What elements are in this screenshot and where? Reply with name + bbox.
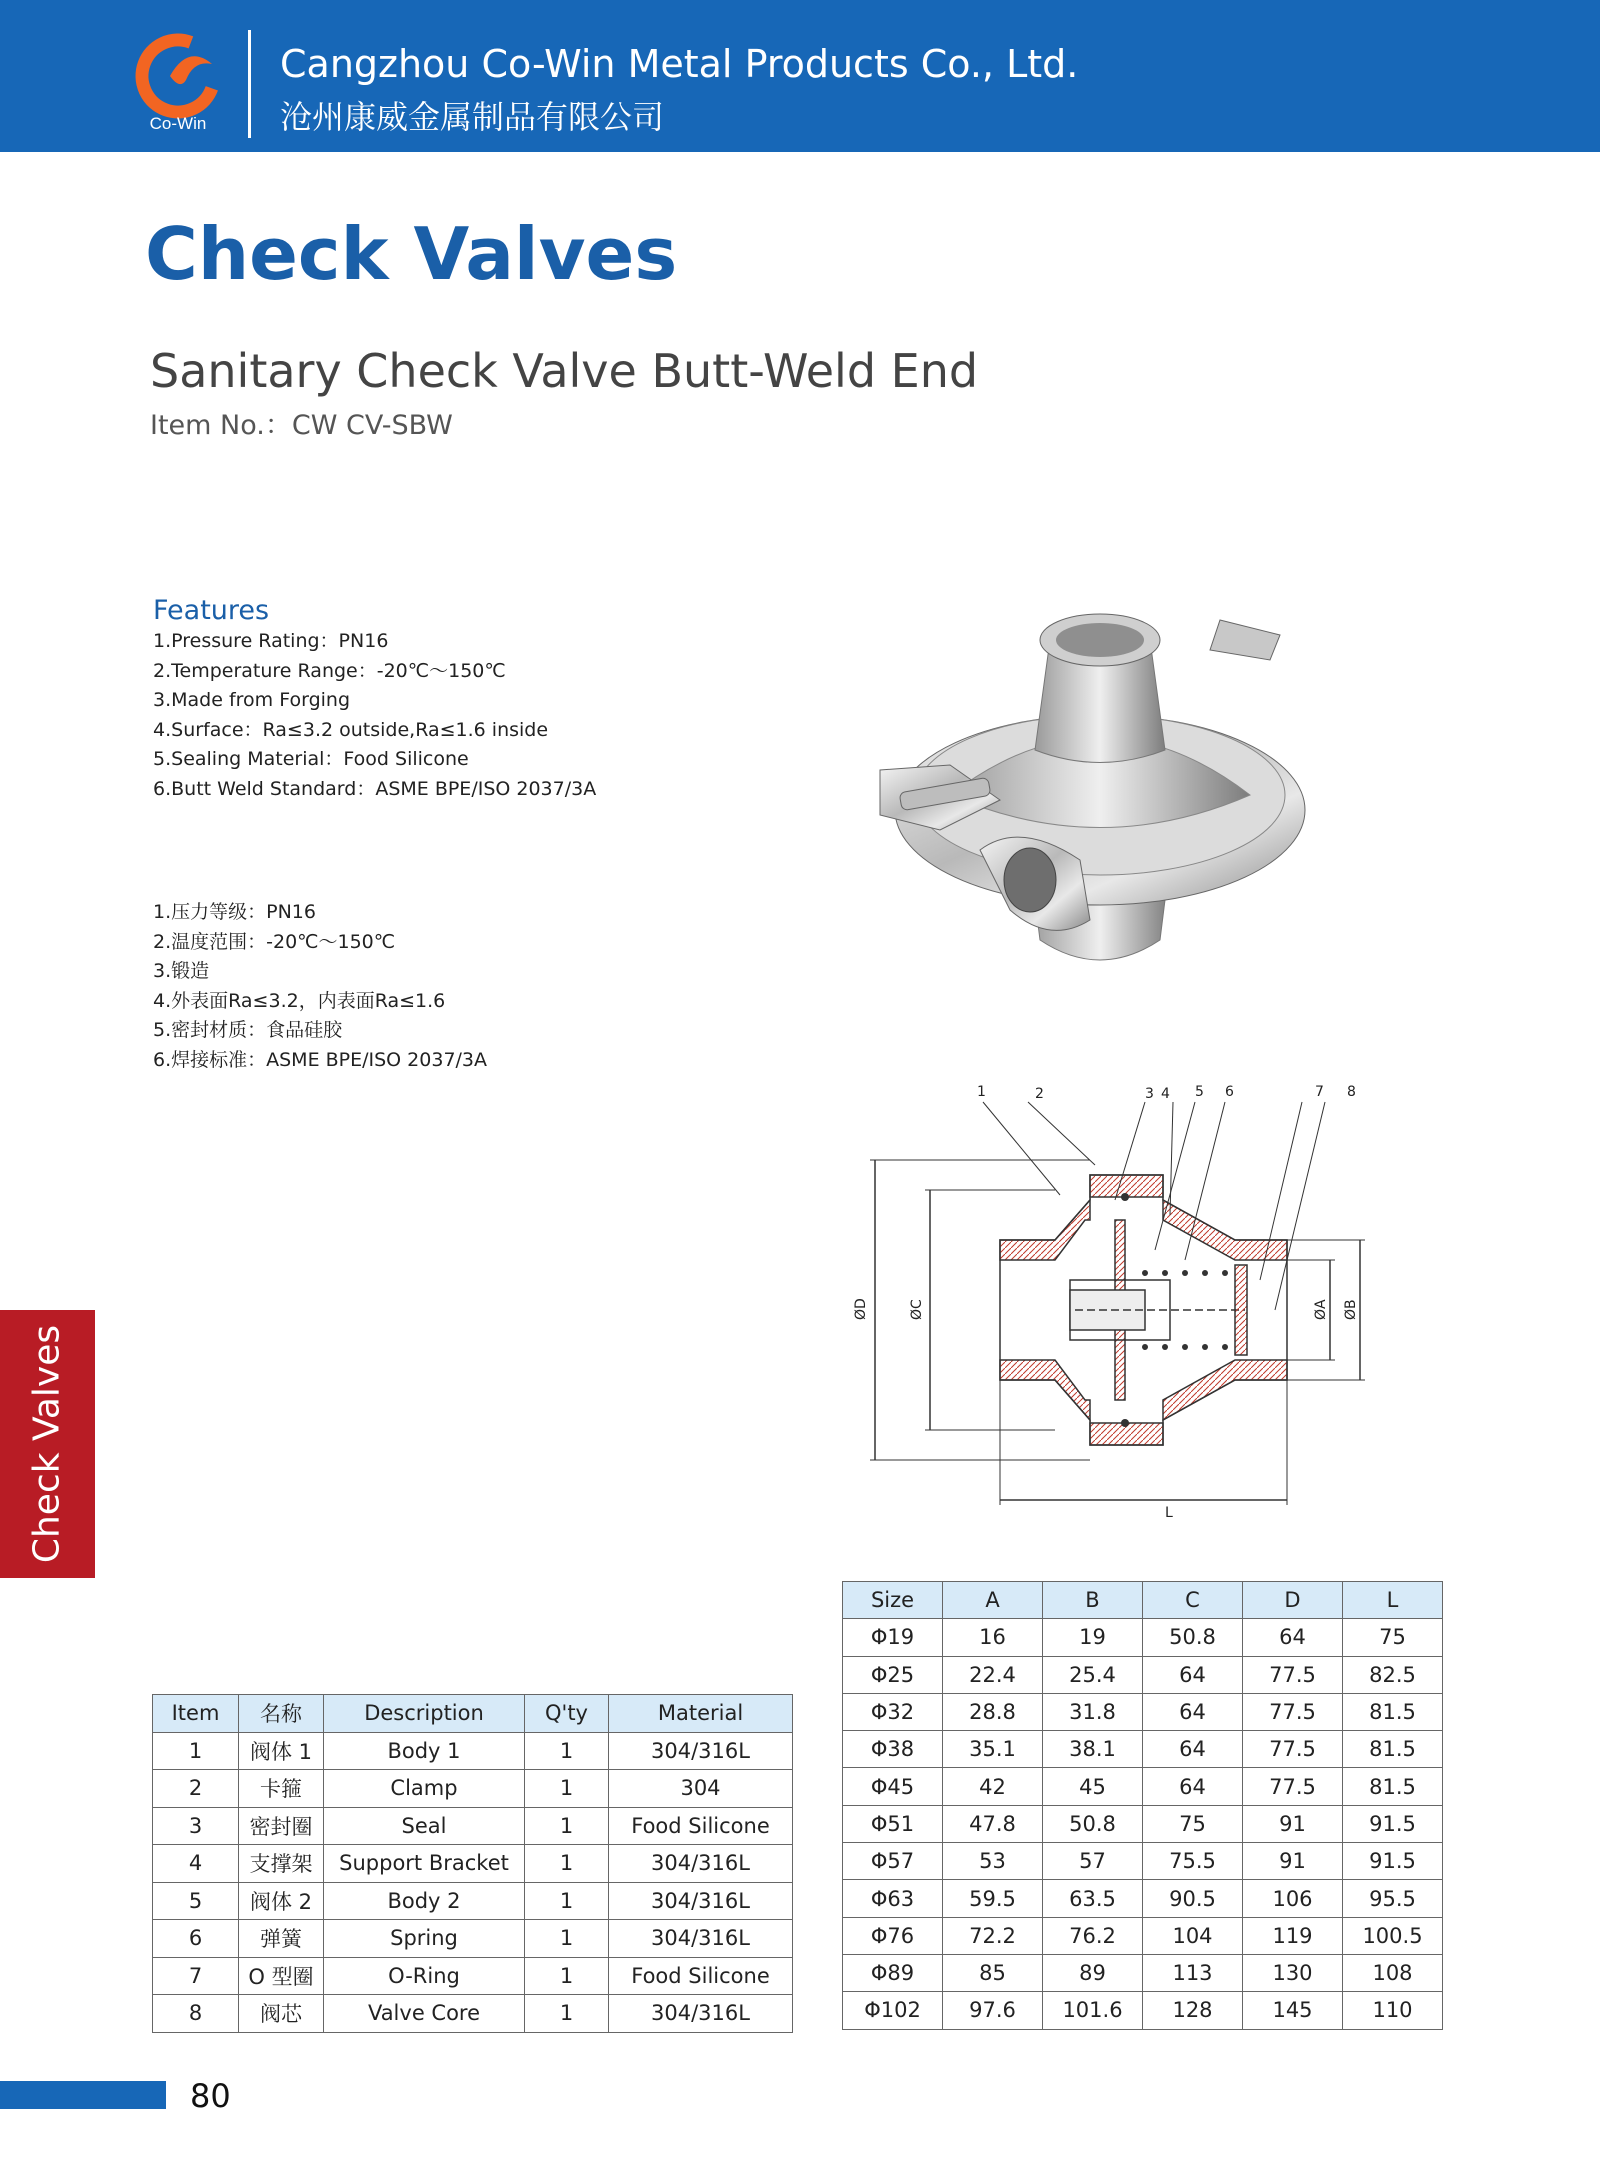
table-cell: 304/316L — [609, 1995, 793, 2033]
table-row — [153, 1732, 793, 1770]
header-cell: B — [1043, 1582, 1143, 1619]
company-name-en: Cangzhou Co-Win Metal Products Co., Ltd. — [280, 42, 1079, 86]
table-row — [843, 1843, 1443, 1880]
page-number: 80 — [190, 2077, 231, 2115]
section-side-tab — [0, 1310, 95, 1578]
table-cell: 77.5 — [1243, 1693, 1343, 1730]
callout-1: 1 — [977, 1084, 986, 1100]
table-cell: 50.8 — [1043, 1805, 1143, 1842]
table-cell: 85 — [943, 1954, 1043, 1991]
table-cell: 阀体 1 — [239, 1732, 324, 1770]
table-row — [153, 1995, 793, 2033]
table-header-row — [843, 1582, 1443, 1619]
table-cell: Φ25 — [843, 1656, 943, 1693]
feature-item-cn: 5.密封材质：食品硅胶 — [153, 1019, 343, 1042]
table-cell: 57 — [1043, 1843, 1143, 1880]
table-cell: 304 — [609, 1770, 793, 1808]
header-divider — [248, 30, 251, 138]
table-row — [153, 1920, 793, 1958]
table-cell: 42 — [943, 1768, 1043, 1805]
table-header-row — [153, 1695, 793, 1733]
table-cell: 81.5 — [1343, 1768, 1443, 1805]
table-cell: 1 — [525, 1957, 609, 1995]
callout-2: 2 — [1035, 1086, 1044, 1102]
feature-item: 4.Surface：Ra≤3.2 outside,Ra≤1.6 inside — [153, 718, 549, 741]
table-cell: Seal — [324, 1807, 525, 1845]
table-cell: 91 — [1243, 1805, 1343, 1842]
dim-a: ØA — [1313, 1299, 1329, 1320]
table-row — [153, 1845, 793, 1883]
table-cell: 75.5 — [1143, 1843, 1243, 1880]
header-bar — [0, 0, 1600, 152]
table-cell: 104 — [1143, 1917, 1243, 1954]
feature-item-cn: 6.焊接标准：ASME BPE/ISO 2037/3A — [153, 1048, 488, 1071]
dim-d: ØD — [853, 1298, 869, 1320]
table-cell: 97.6 — [943, 1992, 1043, 2029]
table-cell: 1 — [525, 1882, 609, 1920]
table-cell: 53 — [943, 1843, 1043, 1880]
header-cell: Size — [843, 1582, 943, 1619]
callout-7: 7 — [1315, 1084, 1324, 1100]
table-cell: 1 — [525, 1995, 609, 2033]
callout-4: 4 — [1161, 1086, 1170, 1102]
table-row — [843, 1731, 1443, 1768]
feature-item: 3.Made from Forging — [153, 689, 351, 712]
feature-item-cn: 4.外表面Ra≤3.2，内表面Ra≤1.6 — [153, 989, 446, 1012]
table-cell: Body 2 — [324, 1882, 525, 1920]
table-cell: 47.8 — [943, 1805, 1043, 1842]
table-cell: 64 — [1143, 1693, 1243, 1730]
size-table — [842, 1581, 1443, 2030]
product-subtitle: Sanitary Check Valve Butt-Weld End — [150, 344, 979, 398]
table-cell: 304/316L — [609, 1920, 793, 1958]
table-row — [153, 1882, 793, 1920]
table-cell: 28.8 — [943, 1693, 1043, 1730]
features-list-cn — [153, 898, 487, 1076]
table-cell: 95.5 — [1343, 1880, 1443, 1917]
features-list-en — [153, 627, 596, 805]
table-cell: 1 — [525, 1920, 609, 1958]
table-cell: Spring — [324, 1920, 525, 1958]
callout-3: 3 — [1145, 1086, 1154, 1102]
table-cell: Support Bracket — [324, 1845, 525, 1883]
table-cell: 77.5 — [1243, 1731, 1343, 1768]
table-cell: Clamp — [324, 1770, 525, 1808]
header-cell: D — [1243, 1582, 1343, 1619]
table-cell: 38.1 — [1043, 1731, 1143, 1768]
table-cell: 支撑架 — [239, 1845, 324, 1883]
feature-item-cn: 1.压力等级：PN16 — [153, 901, 316, 923]
logo-text: Co-Win — [149, 114, 207, 133]
table-row — [153, 1807, 793, 1845]
header-cell: L — [1343, 1582, 1443, 1619]
table-cell: 145 — [1243, 1992, 1343, 2029]
table-cell: 19 — [1043, 1619, 1143, 1656]
table-cell: Valve Core — [324, 1995, 525, 2033]
table-cell: 3 — [153, 1807, 239, 1845]
table-cell: 50.8 — [1143, 1619, 1243, 1656]
table-cell: 7 — [153, 1957, 239, 1995]
header-cell: Description — [324, 1695, 525, 1733]
table-cell: 130 — [1243, 1954, 1343, 1991]
table-cell: 63.5 — [1043, 1880, 1143, 1917]
table-cell: 6 — [153, 1920, 239, 1958]
parts-table — [152, 1694, 793, 2033]
table-cell: 卡箍 — [239, 1770, 324, 1808]
table-row — [843, 1768, 1443, 1805]
table-cell: 100.5 — [1343, 1917, 1443, 1954]
table-row — [843, 1656, 1443, 1693]
table-row — [843, 1619, 1443, 1656]
header-cell: Item — [153, 1695, 239, 1733]
table-cell: Φ51 — [843, 1805, 943, 1842]
table-cell: 75 — [1143, 1805, 1243, 1842]
table-cell: 密封圈 — [239, 1807, 324, 1845]
table-cell: 90.5 — [1143, 1880, 1243, 1917]
header-cell: A — [943, 1582, 1043, 1619]
table-cell: 4 — [153, 1845, 239, 1883]
table-cell: Φ57 — [843, 1843, 943, 1880]
table-cell: 77.5 — [1243, 1768, 1343, 1805]
callout-8: 8 — [1347, 1084, 1356, 1100]
table-cell: 35.1 — [943, 1731, 1043, 1768]
table-cell: 8 — [153, 1995, 239, 2033]
table-cell: 阀芯 — [239, 1995, 324, 2033]
table-row — [843, 1693, 1443, 1730]
table-cell: 106 — [1243, 1880, 1343, 1917]
table-cell: Φ19 — [843, 1619, 943, 1656]
table-cell: 16 — [943, 1619, 1043, 1656]
table-cell: Food Silicone — [609, 1807, 793, 1845]
table-cell: 22.4 — [943, 1656, 1043, 1693]
table-cell: 64 — [1143, 1656, 1243, 1693]
table-cell: 弹簧 — [239, 1920, 324, 1958]
table-cell: 阀体 2 — [239, 1882, 324, 1920]
table-cell: 31.8 — [1043, 1693, 1143, 1730]
feature-item-cn: 2.温度范围：-20℃～150℃ — [153, 930, 396, 953]
dim-b: ØB — [1343, 1299, 1359, 1320]
table-cell: 119 — [1243, 1917, 1343, 1954]
table-cell: Φ32 — [843, 1693, 943, 1730]
features-heading: Features — [153, 595, 270, 626]
table-cell: Φ89 — [843, 1954, 943, 1991]
dim-c: ØC — [909, 1299, 925, 1320]
table-cell: 64 — [1243, 1619, 1343, 1656]
table-cell: 82.5 — [1343, 1656, 1443, 1693]
table-cell: 1 — [525, 1732, 609, 1770]
table-cell: Φ38 — [843, 1731, 943, 1768]
table-cell: 1 — [153, 1732, 239, 1770]
table-cell: O 型圈 — [239, 1957, 324, 1995]
table-cell: 81.5 — [1343, 1731, 1443, 1768]
table-cell: Φ45 — [843, 1768, 943, 1805]
table-cell: 304/316L — [609, 1845, 793, 1883]
table-row — [843, 1954, 1443, 1991]
table-cell: 59.5 — [943, 1880, 1043, 1917]
table-cell: 81.5 — [1343, 1693, 1443, 1730]
product-photo — [860, 560, 1330, 1020]
table-cell: 72.2 — [943, 1917, 1043, 1954]
table-cell: 45 — [1043, 1768, 1143, 1805]
table-row — [843, 1805, 1443, 1842]
table-cell: 304/316L — [609, 1882, 793, 1920]
table-cell: 91.5 — [1343, 1843, 1443, 1880]
table-cell: 76.2 — [1043, 1917, 1143, 1954]
table-cell: 77.5 — [1243, 1656, 1343, 1693]
feature-item: 1.Pressure Rating：PN16 — [153, 630, 389, 652]
header-cell: 名称 — [239, 1695, 324, 1733]
table-cell: 110 — [1343, 1992, 1443, 2029]
table-cell: 304/316L — [609, 1732, 793, 1770]
callout-5: 5 — [1195, 1084, 1204, 1100]
table-cell: 1 — [525, 1845, 609, 1883]
table-cell: 1 — [525, 1807, 609, 1845]
header-cell: C — [1143, 1582, 1243, 1619]
table-cell: Φ102 — [843, 1992, 943, 2029]
table-cell: 1 — [525, 1770, 609, 1808]
dim-l: L — [1165, 1505, 1173, 1521]
table-row — [153, 1770, 793, 1808]
table-row — [153, 1957, 793, 1995]
company-name-cn: 沧州康威金属制品有限公司 — [280, 98, 665, 136]
feature-item: 2.Temperature Range：-20℃～150℃ — [153, 659, 506, 682]
side-tab-label: Check Valves — [26, 1324, 68, 1564]
table-cell: 64 — [1143, 1731, 1243, 1768]
callout-6: 6 — [1225, 1084, 1234, 1100]
table-cell: 2 — [153, 1770, 239, 1808]
technical-drawing — [855, 1080, 1395, 1530]
table-cell: O-Ring — [324, 1957, 525, 1995]
table-cell: 64 — [1143, 1768, 1243, 1805]
table-cell: Φ63 — [843, 1880, 943, 1917]
table-cell: 113 — [1143, 1954, 1243, 1991]
feature-item: 5.Sealing Material：Food Silicone — [153, 748, 469, 771]
table-cell: 101.6 — [1043, 1992, 1143, 2029]
page-footer-bar — [0, 2081, 166, 2109]
table-cell: 91 — [1243, 1843, 1343, 1880]
feature-item-cn: 3.锻造 — [153, 960, 210, 983]
header-cell: Q'ty — [525, 1695, 609, 1733]
table-cell: Body 1 — [324, 1732, 525, 1770]
item-number: Item No.：CW CV-SBW — [150, 410, 453, 441]
table-cell: 108 — [1343, 1954, 1443, 1991]
table-cell: 89 — [1043, 1954, 1143, 1991]
table-cell: Food Silicone — [609, 1957, 793, 1995]
page-title: Check Valves — [145, 212, 678, 296]
table-row — [843, 1880, 1443, 1917]
table-cell: 128 — [1143, 1992, 1243, 2029]
table-cell: Φ76 — [843, 1917, 943, 1954]
feature-item: 6.Butt Weld Standard：ASME BPE/ISO 2037/3A — [153, 777, 597, 800]
table-cell: 5 — [153, 1882, 239, 1920]
table-row — [843, 1992, 1443, 2029]
table-cell: 91.5 — [1343, 1805, 1443, 1842]
table-row — [843, 1917, 1443, 1954]
table-cell: 25.4 — [1043, 1656, 1143, 1693]
table-cell: 75 — [1343, 1619, 1443, 1656]
header-cell: Material — [609, 1695, 793, 1733]
